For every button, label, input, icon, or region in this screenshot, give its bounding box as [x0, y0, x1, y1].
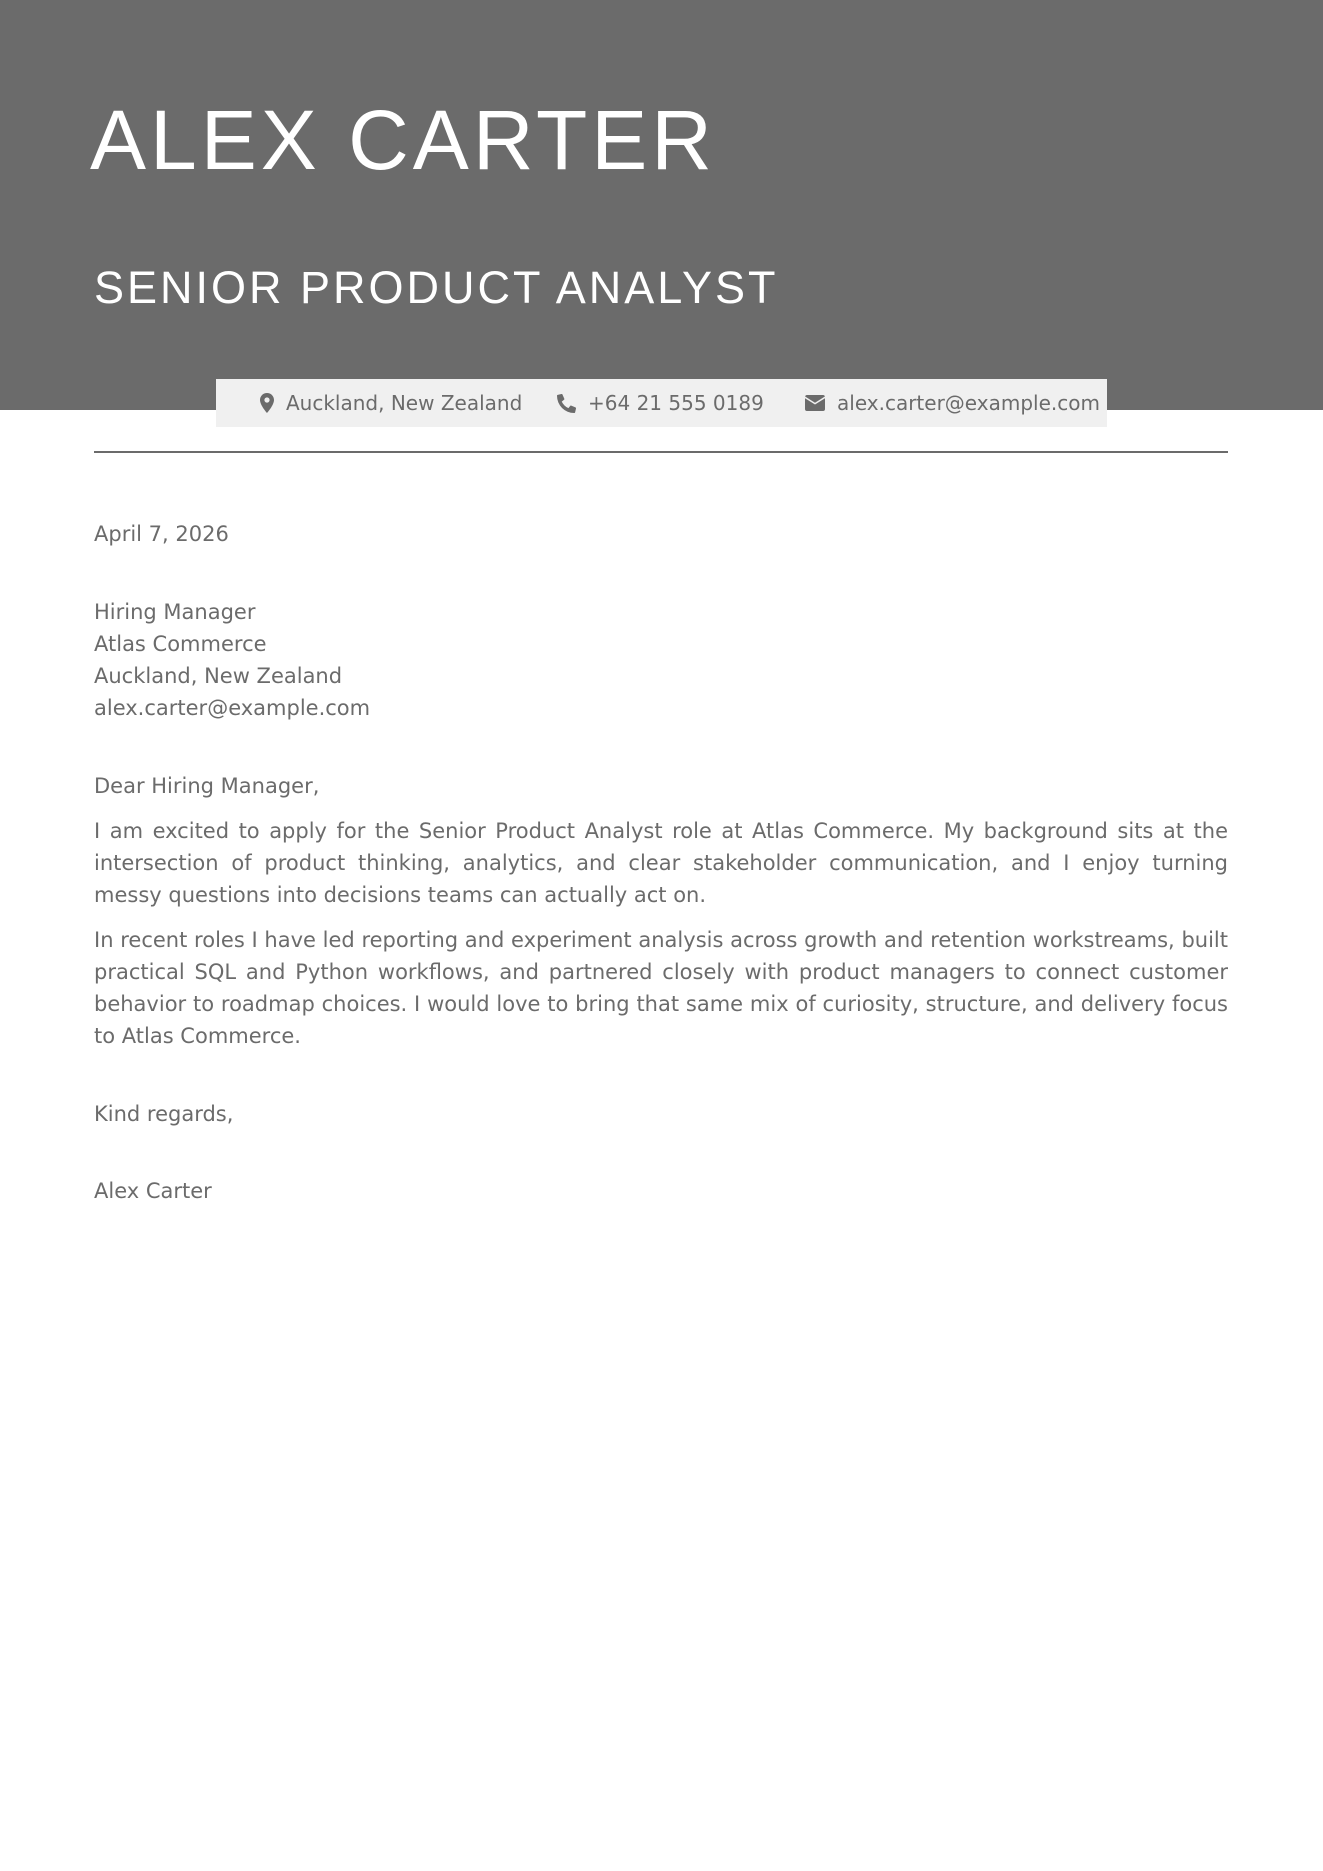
- envelope-icon: [805, 395, 825, 411]
- contact-location: [260, 379, 522, 427]
- header-banner: [0, 0, 1323, 410]
- divider-line: [94, 451, 1228, 453]
- job-title: SENIOR PRODUCT ANALYST: [94, 262, 779, 313]
- contact-email-text: alex.carter@example.com: [837, 391, 1100, 415]
- map-pin-icon: [260, 393, 274, 413]
- letter-body: [94, 518, 1228, 1207]
- applicant-name: ALEX CARTER: [90, 93, 716, 187]
- recipient-line: alex.carter@example.com: [94, 696, 371, 720]
- signature-name: Alex Carter: [94, 1179, 212, 1203]
- recipient-line: Hiring Manager: [94, 600, 256, 624]
- contact-phone-text: +64 21 555 0189: [588, 391, 764, 415]
- contact-location-text: Auckland, New Zealand: [286, 391, 523, 415]
- letter-date: April 7, 2026: [94, 522, 229, 546]
- phone-icon: [557, 394, 576, 413]
- contact-email[interactable]: [805, 379, 1100, 427]
- body-paragraph: I am excited to apply for the Senior Product Analyst role at Atlas Commerce. My background sits at the intersection of product thinking, analytics, and clear stakeholder communication, and I enjoy turning messy questions into decisions teams can actually act on.: [94, 819, 1228, 907]
- contact-bar: [216, 379, 1107, 427]
- salutation: Dear Hiring Manager,: [94, 774, 320, 798]
- closing: Kind regards,: [94, 1102, 234, 1126]
- contact-phone[interactable]: [557, 379, 764, 427]
- body-paragraph: In recent roles I have led reporting and experiment analysis across growth and retention workstreams, built practical SQL and Python workflows, and partnered closely with product managers to connect customer behavior to roadmap choices. I would love to bring that same mix of curiosity, structure, and delivery focus to Atlas Commerce.: [94, 928, 1228, 1048]
- recipient-line: Atlas Commerce: [94, 632, 267, 656]
- recipient-block: [94, 596, 1228, 724]
- recipient-line: Auckland, New Zealand: [94, 664, 343, 688]
